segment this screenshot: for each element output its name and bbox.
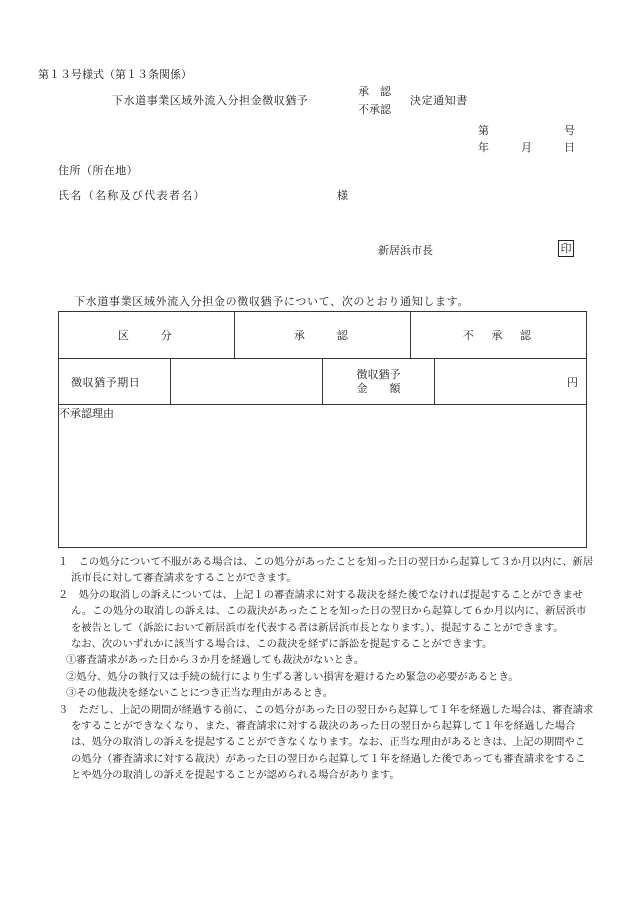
address-label: 住所（所在地） <box>58 164 139 177</box>
honorific: 様 <box>337 189 348 202</box>
issuer: 新居浜市長 <box>378 244 433 257</box>
condition-2: ②処分、処分の執行又は手続の続行により生ずる著しい損害を避けるため緊急の必要があるとき。 <box>66 670 519 683</box>
doc-number-suffix: 号 <box>564 124 575 137</box>
condition-3: ③その他裁決を経ないことにつき正当な理由があるとき。 <box>66 687 334 700</box>
name-label: 氏名（名称及び代表者名） <box>58 189 206 202</box>
amount-yen: 円 <box>435 359 587 405</box>
seal-box: 印 <box>558 240 574 257</box>
doc-number-prefix: 第 <box>478 124 489 137</box>
date-day: 日 <box>564 141 575 154</box>
period-label: 徴収猶予期日 <box>59 359 171 405</box>
condition-1: ①審査請求があった日から３か月を経過しても裁決がないとき。 <box>66 654 365 667</box>
header-reject: 不 承 認 <box>411 312 587 359</box>
amount-label <box>323 359 435 405</box>
note-2-sub: なお、次のいずれかに該当する場合は、この裁決を経ずに訴訟を提起することができます。 <box>71 638 493 651</box>
note-1: １ この処分について不服がある場合は、この処分があったことを知った日の翌日から起算して３か月以内に、新居浜市長に対して審査請求をすることができます。 <box>58 556 594 585</box>
date-year: 年 <box>478 141 489 154</box>
note-2: ２ 処分の取消しの訴えについては、上記１の審査請求に対する裁決を経た後でなければ提起することができません。この処分の取消しの訴えは、この裁決があったことを知った日の翌日から起算して６か月以内に、新居浜市を被告として（訴訟において新居浜市を代表する者は新居浜市長となります。）、提起することができます。 <box>58 588 587 634</box>
title-left: 下水道事業区域外流入分担金徴収猶予 <box>112 94 309 107</box>
date-month: 月 <box>521 141 532 154</box>
reason-label: 不承認理由 <box>59 407 114 420</box>
reason-cell <box>59 405 587 548</box>
intro-text: 下水道事業区域外流入分担金の徴収猶予について、次のとおり通知します。 <box>74 295 470 308</box>
decision-table <box>58 311 587 548</box>
period-value <box>171 359 323 405</box>
note-3: ３ ただし、上記の期間が経過する前に、この処分があった日の翌日から起算して１年を経過した場合は、審査請求をすることができなくなり、また、審査請求に対する裁決のあった日の翌日から起算して１年を経過した場合は、処分の取消しの訴えを提起することができなくなります。なお、正当な理由があるときは、上記の期間やこの処分（審査請求に対する裁決）があった日の翌日から起算して１年を経過した後であっても審査請求をすることや処分の取消しの訴えを提起することが認められる場合があります。 <box>58 703 594 782</box>
header-approve: 承 認 <box>235 312 411 359</box>
amount-label-line2: 金 額 <box>356 381 401 395</box>
header-category: 区 分 <box>59 312 235 359</box>
notes-section <box>58 554 594 784</box>
title-option-approve: 承 認 <box>358 85 391 98</box>
amount-label-line1: 徴収猶予 <box>356 367 401 381</box>
title-option-reject: 不承認 <box>358 103 391 116</box>
form-number: 第１３号様式（第１３条関係） <box>38 68 192 81</box>
title-right: 決定通知書 <box>410 94 468 107</box>
